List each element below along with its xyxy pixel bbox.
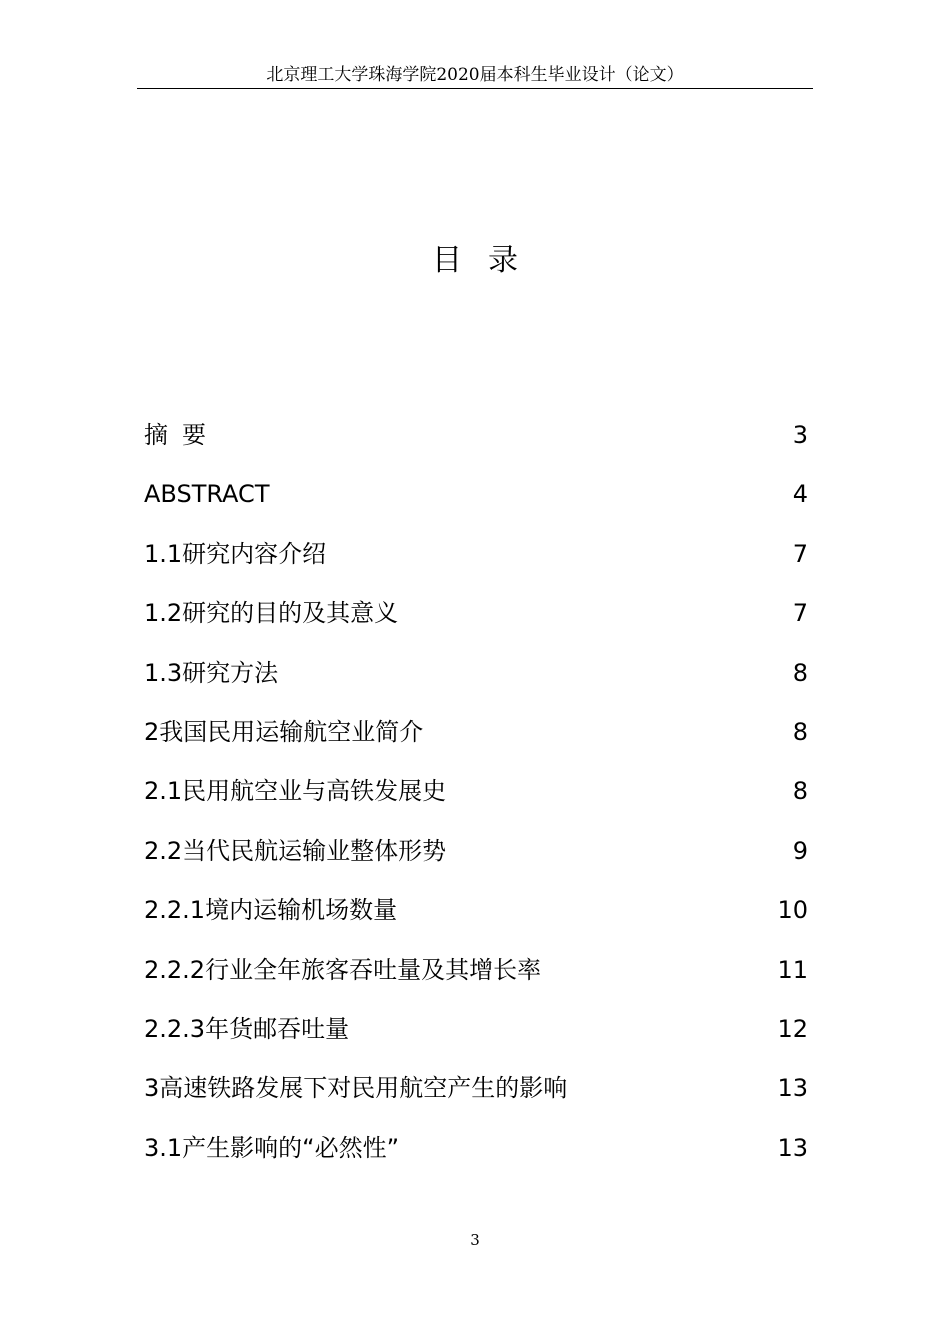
toc-entry-page: 8 — [792, 777, 808, 806]
toc-entry-2-1[interactable] — [144, 776, 808, 835]
toc-entry-page: 7 — [792, 599, 808, 628]
toc-entry-3[interactable] — [144, 1073, 808, 1132]
toc-entry-label: 3高速铁路发展下对民用航空产生的影响 — [144, 1074, 568, 1103]
page-number: 3 — [470, 1231, 480, 1249]
toc-entry-page: 12 — [777, 1014, 808, 1043]
toc-entry-page: 9 — [792, 836, 808, 865]
toc-entry-label: 摘要 — [144, 421, 220, 449]
toc-entry-label: 3.1产生影响的“必然性” — [144, 1133, 400, 1162]
running-header: 北京理工大学珠海学院2020届本科生毕业设计（论文） — [266, 65, 684, 85]
toc-entry-label: 2.1民用航空业与高铁发展史 — [144, 777, 447, 806]
toc-entry-page: 13 — [777, 1074, 808, 1103]
toc-list — [144, 420, 808, 1192]
toc-entry-label: 1.3研究方法 — [144, 658, 279, 687]
toc-entry-label: 2.2.2行业全年旅客吞吐量及其增长率 — [144, 955, 542, 984]
toc-title: 目录 — [432, 243, 544, 278]
toc-entry-page: 13 — [777, 1133, 808, 1162]
toc-entry-2[interactable] — [144, 717, 808, 776]
toc-entry-2-2-2[interactable] — [144, 955, 808, 1014]
toc-entry-2-2-3[interactable] — [144, 1014, 808, 1073]
toc-entry-label: 2我国民用运输航空业简介 — [144, 717, 424, 746]
toc-entry-label: 1.1研究内容介绍 — [144, 539, 327, 568]
toc-entry-1-2[interactable] — [144, 598, 808, 657]
toc-entry-page: 10 — [777, 896, 808, 925]
toc-entry-page: 3 — [792, 421, 808, 449]
toc-entry-page: 8 — [792, 717, 808, 746]
toc-entry-label: ABSTRACT — [144, 480, 270, 509]
toc-entry-label: 2.2.3年货邮吞吐量 — [144, 1014, 350, 1043]
toc-entry-1-3[interactable] — [144, 658, 808, 717]
header-rule — [137, 88, 813, 89]
toc-entry-2-2-1[interactable] — [144, 895, 808, 954]
toc-entry-page: 7 — [792, 539, 808, 568]
toc-entry-1-1[interactable] — [144, 539, 808, 598]
toc-entry-abstract-cn[interactable] — [144, 420, 808, 479]
toc-entry-2-2[interactable] — [144, 836, 808, 895]
toc-entry-3-1[interactable] — [144, 1133, 808, 1192]
toc-entry-abstract-en[interactable] — [144, 479, 808, 538]
toc-entry-page: 11 — [777, 955, 808, 984]
toc-entry-label: 2.2.1境内运输机场数量 — [144, 896, 398, 925]
toc-entry-page: 8 — [792, 658, 808, 687]
toc-entry-label: 1.2研究的目的及其意义 — [144, 599, 399, 628]
toc-entry-label: 2.2当代民航运输业整体形势 — [144, 836, 447, 865]
toc-entry-page: 4 — [792, 480, 808, 509]
